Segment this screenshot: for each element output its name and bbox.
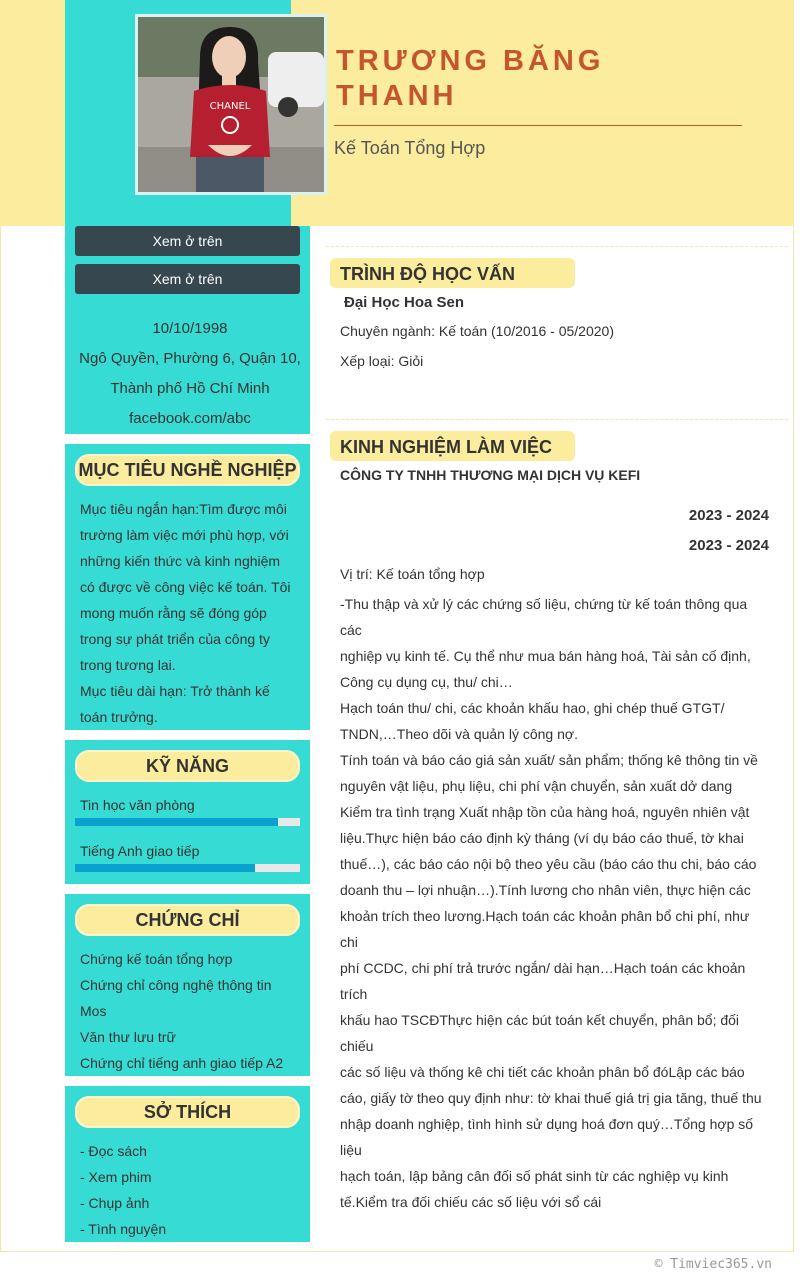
certificate-item: Chứng chỉ tiếng anh giao tiếp A2 [80,1055,284,1071]
address-line-1: Ngô Quyền, Phường 6, Quận 10, [79,350,301,367]
objective-line: trong sự phát triển của công ty [80,631,270,647]
birthday-text: 10/10/1998 [152,320,228,337]
description-line: phí CCDC, chi phí trả trước ngắn/ dài hạn…Hạch toán các khoản trích [340,960,746,1002]
candidate-name-line1: TRƯƠNG BĂNG [336,45,605,77]
skill-bar-fill [75,864,255,872]
svg-text:CHANEL: CHANEL [209,101,251,112]
hobby-item: - Xem phim [80,1169,152,1185]
objective-line: mong muốn rằng sẽ đóng góp [80,605,267,621]
education-heading: TRÌNH ĐỘ HỌC VẤN [330,258,575,288]
skill-name: Tiếng Anh giao tiếp [80,843,200,859]
skill-name: Tin học văn phòng [80,797,195,813]
skills-heading: KỸ NĂNG [75,750,300,782]
objective-heading: MỤC TIÊU NGHỀ NGHIỆP [75,454,300,486]
profile-photo [135,14,327,195]
certificate-item: Chứng kế toán tổng hợp [80,951,233,967]
name-divider [334,125,742,126]
description-line: hạch toán, lập bảng cân đối số phát sinh từ các nghiệp vụ kinh [340,1168,729,1184]
objective-line: Mục tiêu ngắn hạn:Tìm được môi [80,501,287,517]
section-divider [326,419,788,420]
description-line: TNDN,…Theo dõi và quản lý công nợ. [340,726,578,742]
candidate-name-line2: THANH [336,80,458,112]
skill-bar [75,818,300,826]
description-line: nguyên vật liệu, phụ liệu, chi phí vận chuyển, sản xuất dở dang [340,778,733,794]
description-line: Tính toán và báo cáo giá sản xuất/ sản phẩm; thống kê thông tin về [340,752,758,768]
objective-line: toán trưởng. [80,709,158,725]
hobby-item: - Tình nguyện [80,1221,167,1237]
skill-bar [75,864,300,872]
description-line: các số liệu và thống kê chi tiết các khoản phân bổ đóLập các báo [340,1064,745,1080]
certificates-list [80,946,295,1076]
phone-button[interactable]: Xem ở trên [75,226,300,256]
certificate-item: Chứng chỉ công nghệ thông tin [80,977,272,993]
position-text: Vị trí: Kế toán tổng hợp [340,566,485,582]
section-divider [326,246,788,247]
description-line: Hạch toán thu/ chi, các khoản khấu hao, ghi chép thuế GTGT/ [340,700,725,716]
education-grade: Xếp loại: Giỏi [340,353,424,369]
school-name: Đại Học Hoa Sen [344,294,465,311]
description-line: liệu.Thực hiện báo cáo định kỳ tháng (ví dụ báo cáo thuế, tờ khai [340,830,744,846]
description-line: -Thu thập và xử lý các chứng số liệu, chứng từ kế toán thông qua các [340,596,748,638]
experience-description [340,591,770,1215]
hobbies-list [80,1138,295,1242]
address-line-2: Thành phố Hồ Chí Minh [110,380,270,397]
email-button[interactable]: Xem ở trên [75,264,300,294]
footer-credit: © Timviec365.vn [654,1257,772,1272]
description-line: Kiểm tra tình trạng Xuất nhập tồn của hàng hoá, nguyên nhiên vật [340,804,750,820]
company-name: CÔNG TY TNHH THƯƠNG MẠI DỊCH VỤ KEFI [340,467,641,483]
experience-heading: KINH NGHIỆM LÀM VIỆC [330,431,575,461]
objective-line: Mục tiêu dài hạn: Trở thành kế [80,683,270,699]
website-link[interactable]: facebook.com/abc [129,410,251,427]
certificate-item: Mos [80,1003,107,1019]
description-line: thuế…), các báo cáo nội bộ theo yêu cầu (báo cáo thu chi, báo cáo [340,856,757,872]
objective-text [80,496,295,730]
skill-bar-fill [75,818,278,826]
objective-line: có được về công việc kế toán. Tôi [80,579,291,595]
certificates-heading: CHỨNG CHỈ [75,904,300,936]
certificate-item: Văn thư lưu trữ [80,1029,176,1045]
description-line: khấu hao TSCĐThực hiện các bút toán kết chuyển, phân bổ; đối chiếu [340,1012,740,1054]
profile-photo-illustration [138,17,324,192]
description-line: nghiệp vụ kinh tế. Cụ thể như mua bán hàng hoá, Tài sản cố định, [340,648,751,664]
work-period: 2023 - 2024 [688,507,769,524]
objective-line: những kiến thức và kinh nghiệm [80,553,281,569]
hobbies-heading: SỞ THÍCH [75,1096,300,1128]
description-line: khoản trích theo lương.Hạch toán các khoản phân bổ chi phí, như chi [340,908,750,950]
description-line: Công cụ dụng cụ, thu/ chi… [340,674,513,690]
objective-line: trường làm việc mới phù hợp, với [80,527,289,543]
job-title: Kế Toán Tổng Hợp [334,138,486,158]
description-line: doanh thu – lợi nhuận…).Tính lương cho nhân viên, thực hiện các [340,882,751,898]
hobby-item: - Chụp ảnh [80,1195,150,1211]
work-period: 2023 - 2024 [688,537,769,554]
description-line: tế.Kiểm tra đối chiếu các số liệu với sổ cái [340,1194,602,1210]
objective-line: trong tương lai. [80,657,176,673]
description-line: nhập doanh nghiệp, tình hình sử dụng hoá đơn quý…Tổng hợp số liệu [340,1116,754,1158]
hobby-item: - Đọc sách [80,1143,147,1159]
description-line: cáo, giấy tờ theo quy định như: tờ khai thuế giá trị gia tăng, thuế thu [340,1090,762,1106]
candidate-name [336,44,736,114]
education-major: Chuyên ngành: Kế toán (10/2016 - 05/2020) [340,323,614,339]
